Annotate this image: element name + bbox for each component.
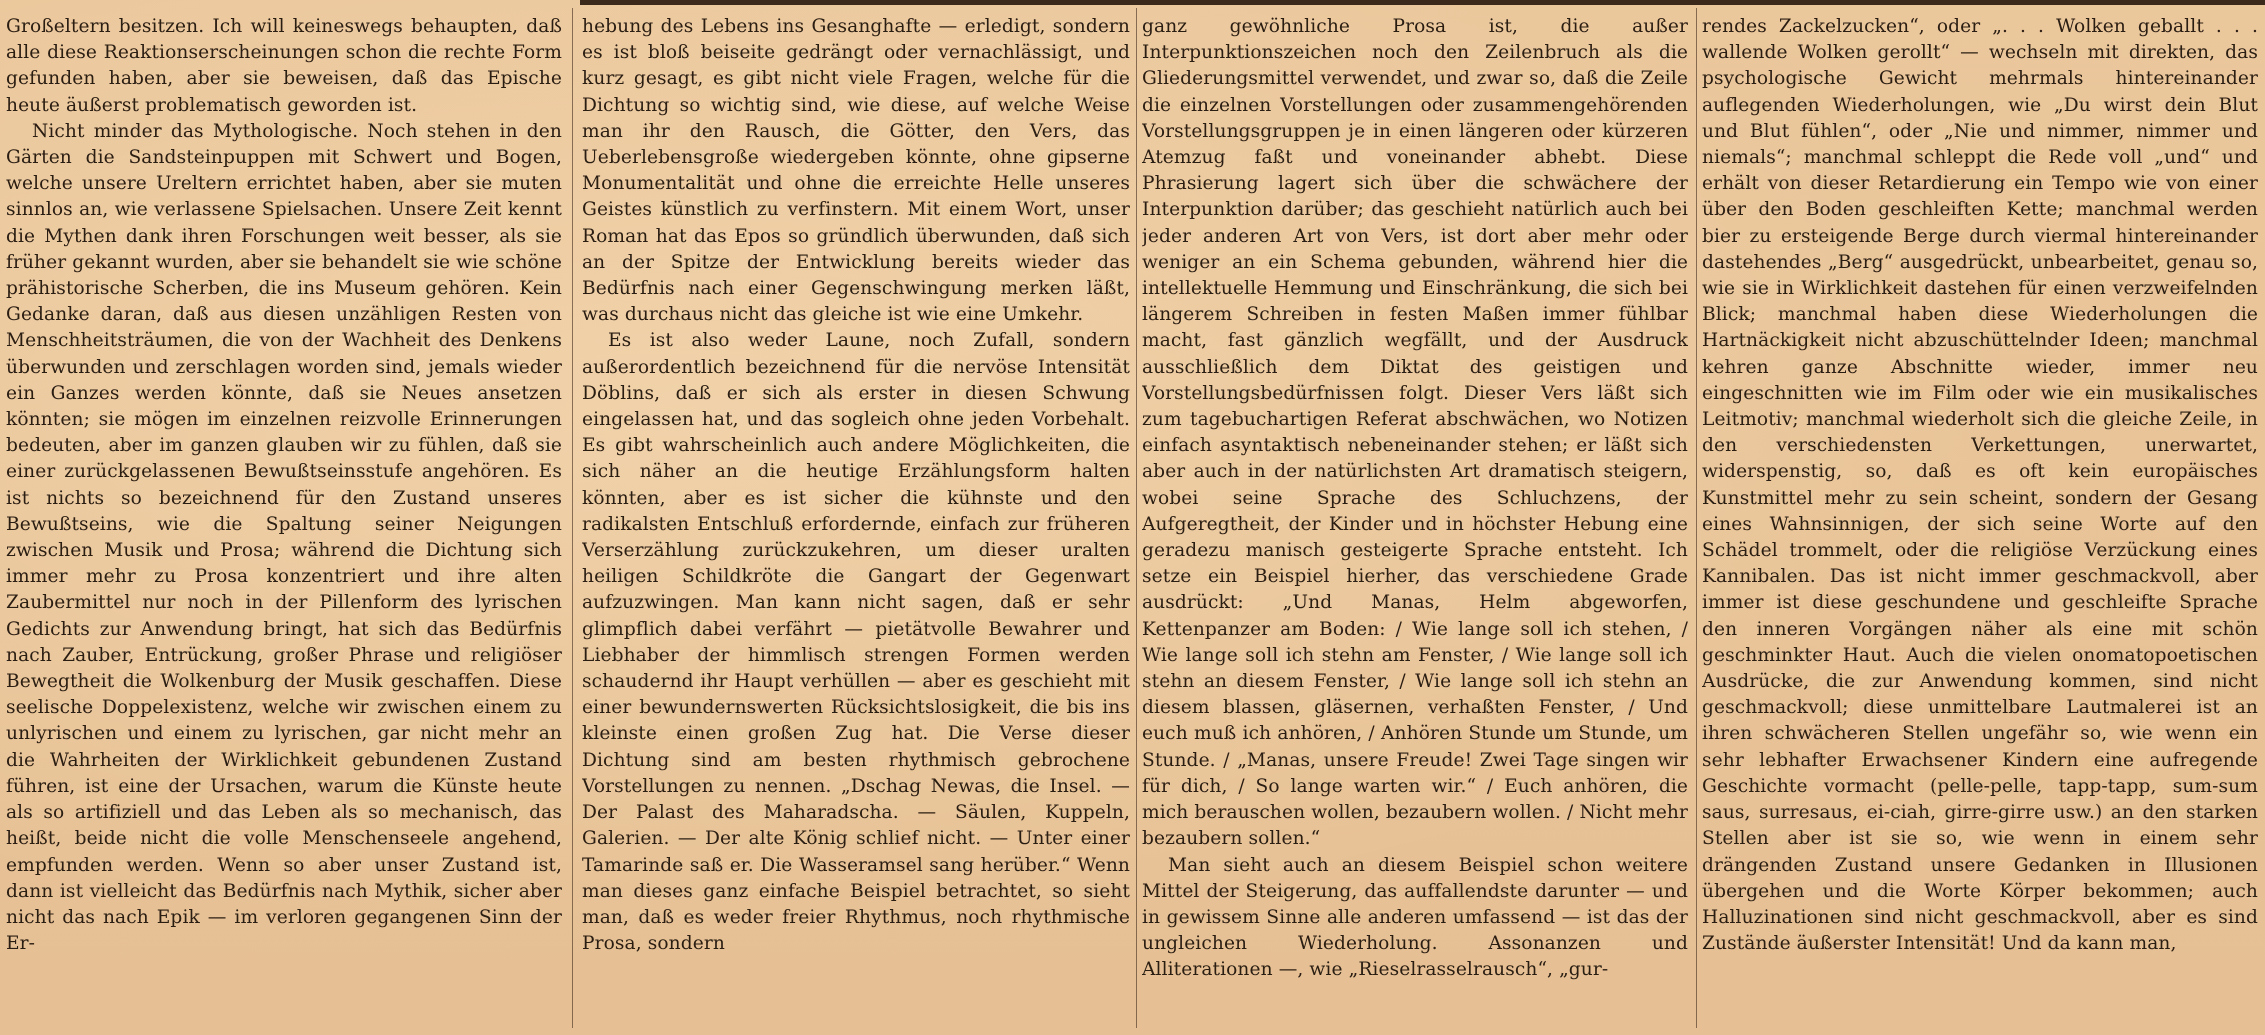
- column-1: [6, 14, 562, 1029]
- paragraph: Großeltern besitzen. Ich will keineswegs behaupten, daß alle diese Reaktionserscheinungen schon die rechte Form gefunden haben, aber sie beweisen, daß das Epische heute äußerst problematisch geworden ist.: [6, 16, 562, 116]
- paragraph: hebung des Lebens ins Gesanghafte — erledigt, sondern es ist bloß beiseite gedrängt oder vernachlässigt, und kurz gesagt, es gibt nicht viele Fragen, welche für die Dichtung so wichtig sind, wie diese, auf welche Weise man ihr den Rausch, die Götter, den Vers, das Ueberlebensgroße wiedergeben könnte, ohne gipserne Monumentalität und ohne die erreichte Helle unseres Geistes künstlich zu verfinstern. Mit einem Wort, unser Roman hat das Epos so gründlich überwunden, daß sich an der Spitze der Entwicklung bereits wieder das Bedürfnis nach einer Gegenschwingung merken läßt, was durchaus nicht das gleiche ist wie eine Umkehr.: [582, 16, 1130, 326]
- paragraph: Es ist also weder Laune, noch Zufall, sondern außerordentlich bezeichnend für die nervöse Intensität Döblins, daß er sich als erster in diesen Schwung eingelassen hat, und das sogleich ohne jeden Vorbehalt. Es gibt wahrscheinlich auch andere Möglichkeiten, die sich näher an die heutige Erzählungsform halten könnten, aber es ist sicher die kühnste und den radikalsten Entschluß erfordernde, einfach zur früheren Verserzählung zurückzukehren, um dieser uralten heiligen Schildkröte die Gangart der Gegenwart aufzuzwingen. Man kann nicht sagen, daß er sehr glimpflich dabei verfährt — pietätvolle Bewahrer und Liebhaber der himmlisch strengen Formen werden schaudernd ihr Haupt verhüllen — aber es geschieht mit einer bewundernswerten Rücksichtslosigkeit, die bis ins kleinste einen großen Zug hat. Die Verse dieser Dichtung sind am besten rhythmisch gebrochene Vorstellungen zu nennen. „Dschag Newas, die Insel. — Der Palast des Maharadscha. — Säulen, Kuppeln, Galerien. — Der alte König schlief nicht. — Unter einer Tamarinde saß er. Die Wasseramsel sang herüber.“ Wenn man dieses ganz einfache Beispiel betrachtet, so sieht man, daß es weder freier Rhythmus, noch rhythmische Prosa, sondern: [582, 330, 1130, 955]
- column-4: [1702, 14, 2258, 1029]
- paragraph: ganz gewöhnliche Prosa ist, die außer Interpunktionszeichen noch den Zeilenbruch als die Gliederungsmittel verwendet, und zwar so, daß die Zeile die einzelnen Vorstellungen oder zusammengehörenden Vorstellungsgruppen je in einen längeren oder kürzeren Atemzug faßt und voneinander abhebt. Diese Phrasierung lagert sich über die schwächere der Interpunktion darüber; das geschieht natürlich auch bei jeder anderen Art von Vers, ist dort aber mehr oder weniger an ein Schema gebunden, während hier die intellektuelle Hemmung und Einschränkung, die sich bei längerem Schreiben in festen Maßen immer fühlbar macht, fast gänzlich wegfällt, und der Ausdruck ausschließlich dem Diktat des geistigen und Vorstellungsbedürfnissen folgt. Dieser Vers läßt sich zum tagebuchartigen Referat abschwächen, wo Notizen einfach asyntaktisch nebeneinander stehen; er läßt sich aber auch in der natürlichsten Art dramatisch steigern, wobei seine Sprache des Schluchzens, der Aufgeregtheit, der Kinder und in höchster Hebung eine geradezu manisch gesteigerte Sprache entsteht. Ich setze ein Beispiel hierher, das verschiedene Grade ausdrückt: „Und Manas, Helm abgeworfen, Kettenpanzer am Boden: / Wie lange soll ich stehen, / Wie lange soll ich stehn am Fenster, / Wie lange soll ich stehn an diesem Fenster, / Wie lange soll ich stehn an diesem blassen, gläsernen, verhaßten Fenster, / Und euch muß ich anhören, / Anhören Stunde um Stunde, um Stunde. / „Manas, unsere Freude! Zwei Tage singen wir für dich, / So lange warten wir.“ / Euch anhören, die mich berauschen wollen, bezaubern wollen. / Nicht mehr bezaubern sollen.“: [1142, 16, 1688, 850]
- paragraph: rendes Zackelzucken“, oder „. . . Wolken geballt . . . wallende Wolken gerollt“ — wechseln mit direkten, das psychologische Gewicht mehrmals hintereinander auflegenden Wiederholungen, wie „Du wirst dein Blut und Blut fühlen“, oder „Nie und nimmer, nimmer und niemals“; manchmal schleppt die Rede voll „und“ und erhält von dieser Retardierung ein Tempo wie von einer über den Boden geschleiften Kette; manchmal werden bier zu ersteigende Berge durch viermal hintereinander dastehendes „Berg“ ausgedrückt, unbearbeitet, genau so, wie sie in Wirklichkeit dastehen für einen verzweifelnden Blick; manchmal haben diese Wiederholungen die Hartnäckigkeit nicht abzuschüttelnder Ideen; manchmal kehren ganze Abschnitte wieder, immer neu eingeschnitten wie im Film oder wie ein musikalisches Leitmotiv; manchmal wiederholt sich die gleiche Zeile, in den verschiedensten Verkettungen, unerwartet, widerspenstig, so, daß es oft kein europäisches Kunstmittel mehr zu sein scheint, sondern der Gesang eines Wahnsinnigen, der sich seine Worte auf den Schädel trommelt, oder die religiöse Verzückung eines Kannibalen. Das ist nicht immer geschmackvoll, aber immer ist diese geschundene und geschleifte Sprache den inneren Vorgängen näher als eine mit schön geschminkter Haut. Auch die vielen onomatopoetischen Ausdrücke, die zur Anwendung kommen, sind nicht geschmackvoll; diese unmittelbare Lautmalerei ist an ihren schwächeren Stellen ungefähr so, wie wenn ein sehr lebhafter Erwachsener Kindern eine aufregende Geschichte vormacht (pelle-pelle, tapp-tapp, sum-sum saus, surresaus, ei-ciah, girre-girre usw.) an den starken Stellen aber ist sie so, wie wenn in einem sehr drängenden Zustand unsere Gedanken in Illusionen übergehen und die Worte Körper bekommen; auch Halluzinationen sind nicht geschmackvoll, aber es sind Zustände äußerster Intensität! Und da kann man,: [1702, 16, 2258, 955]
- paragraph: Man sieht auch an diesem Beispiel schon weitere Mittel der Steigerung, das auffallendste darunter — und in gewissem Sinne alle anderen umfassend — ist das der ungleichen Wiederholung. Assonanzen und Alliterationen —, wie „Rieselrasselrausch“, „gur-: [1142, 854, 1688, 981]
- column-2: [582, 14, 1130, 1029]
- column-3: [1142, 14, 1688, 1029]
- paragraph: Nicht minder das Mythologische. Noch stehen in den Gärten die Sandsteinpuppen mit Schwert und Bogen, welche unsere Ureltern errichtet haben, aber sie muten sinnlos an, wie verlassene Spielsachen. Unsere Zeit kennt die Mythen dank ihren Forschungen weit besser, als sie früher gekannt wurden, aber sie behandelt sie wie schöne prähistorische Scherben, die ins Museum gehören. Kein Gedanke daran, daß aus diesen unzähligen Resten von Menschheitsträumen, die von der Wachheit des Denkens überwunden und zerschlagen worden sind, jemals wieder ein Ganzes werden könnte, daß sie Neues ansetzen könnten; sie mögen im einzelnen reizvolle Erinnerungen bedeuten, aber im ganzen glauben wir zu fühlen, daß sie einer zurückgelassenen Bewußtseinsstufe angehören. Es ist nichts so bezeichnend für den Zustand unseres Bewußtseins, wie die Spaltung seiner Neigungen zwischen Musik und Prosa; während die Dichtung sich immer mehr zu Prosa konzentriert und ihre alten Zaubermittel nur noch in der Pillenform des lyrischen Gedichts zur Anwendung bringt, hat sich das Bedürfnis nach Zauber, Entrückung, großer Phrase und religiöser Bewegtheit die Wolkenburg der Musik geschaffen. Diese seelische Doppelexistenz, welche wir zwischen einem zu unlyrischen und einem zu lyrischen, gar nicht mehr an die Wahrheiten der Wirklichkeit gebundenen Zustand führen, ist eine der Ursachen, warum die Künste heute als so artifiziell und das Leben als so mechanisch, das heißt, beide nicht die volle Menschenseele angehend, empfunden werden. Wenn so aber unser Zustand ist, dann ist vielleicht das Bedürfnis nach Mythik, sicher aber nicht das nach Epik — im verloren gegangenen Sinn der Er-: [6, 120, 562, 955]
